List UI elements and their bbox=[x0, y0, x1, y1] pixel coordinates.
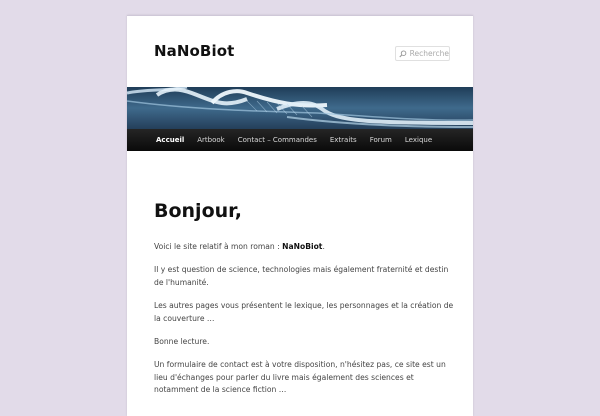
paragraph-topic: Il y est question de science, technologies mais également fraternité et destin de l'humanité. bbox=[154, 265, 449, 287]
nav-item-extraits[interactable]: Extraits bbox=[329, 136, 357, 144]
paragraph-greeting: Bonne lecture. bbox=[154, 337, 210, 347]
nav-item-contact-commandes[interactable]: Contact – Commandes bbox=[237, 136, 317, 144]
article-content bbox=[154, 199, 454, 408]
intro-text: Voici le site relatif à mon roman : bbox=[154, 242, 283, 251]
paragraph-contact: Un formulaire de contact est à votre disposition, n'hésitez pas, ce site est un lieu d'échanges pour parler du livre mais également des sciences et notamment de la science fiction … bbox=[154, 360, 446, 395]
site-title[interactable]: NaNoBiot bbox=[154, 42, 235, 60]
nav-item-lexique[interactable]: Lexique bbox=[404, 136, 433, 144]
dna-helix-image bbox=[127, 87, 473, 129]
header-banner-image[interactable] bbox=[127, 87, 473, 129]
search-placeholder: Recherche bbox=[409, 49, 449, 58]
paragraph-intro bbox=[154, 241, 454, 253]
nav-item-artbook[interactable]: Artbook bbox=[197, 136, 225, 144]
search-input[interactable] bbox=[395, 46, 450, 61]
page-container bbox=[127, 15, 473, 416]
nav-item-accueil[interactable]: Accueil bbox=[156, 136, 185, 144]
intro-suffix: . bbox=[322, 242, 325, 251]
nav-item-forum[interactable]: Forum bbox=[369, 136, 392, 144]
novel-name: NaNoBiot bbox=[282, 242, 323, 251]
page-title: Bonjour, bbox=[154, 200, 242, 222]
paragraph-pages: Les autres pages vous présentent le lexique, les personnages et la création de la couverture … bbox=[154, 301, 454, 323]
main-navigation bbox=[127, 129, 473, 151]
search-icon bbox=[399, 50, 407, 58]
